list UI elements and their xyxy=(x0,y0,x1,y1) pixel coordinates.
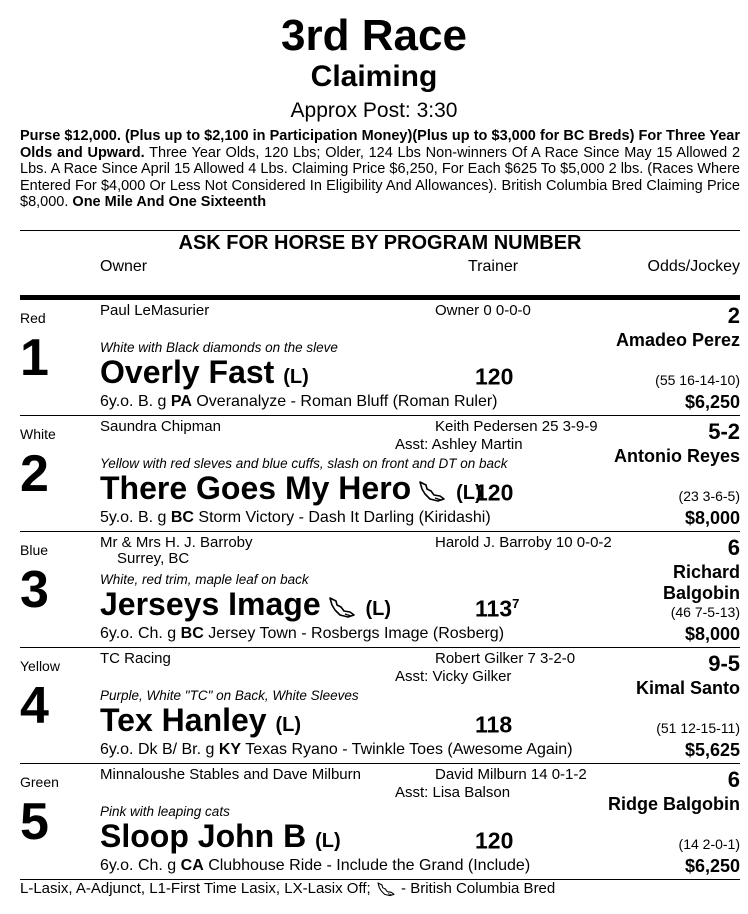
horse-name: There Goes My Hero xyxy=(100,470,412,506)
age-sex: 6y.o. Ch. g xyxy=(100,857,181,874)
bred-state: PA xyxy=(170,393,192,410)
jockey-stats: (55 16-14-10) xyxy=(655,372,740,388)
silks-description: White with Black diamonds on the sleve xyxy=(100,340,338,355)
weight-value: 113 xyxy=(475,595,513,622)
morning-line-odds: 9-5 xyxy=(708,651,740,676)
ask-by-number-banner: ASK FOR HORSE BY PROGRAM NUMBER xyxy=(20,230,740,254)
race-title: 3rd Race xyxy=(281,11,467,60)
owner-location: Surrey, BC xyxy=(117,550,190,567)
trainer-info: David Milburn 14 0-1-2 xyxy=(435,766,587,783)
weight-value: 120 xyxy=(475,479,514,506)
owner-name: TC Racing xyxy=(100,650,171,667)
odds-jockey-column-header: Odds/Jockey xyxy=(647,258,740,275)
legend-bc-text: - British Columbia Bred xyxy=(396,880,556,897)
silks-description: White, red trim, maple leaf on back xyxy=(100,572,309,587)
pedigree-line xyxy=(100,740,573,759)
race-type: Claiming xyxy=(310,60,438,93)
saddle-cloth-color: Blue xyxy=(20,542,49,558)
medication-code: (L) xyxy=(315,830,341,852)
conditions-text: Three Year Olds, 120 Lbs; Older, 124 Lbs Non-winners Of A Race Since May 15 Allowed 2 Lbs. A Race Since April 15 Allowed 4 Lbs. Claiming Price $6,250, For Each $625 To $5,000 2 lbs. (Races Where Entered For $4,000 Or Less Not Considered In Eligibility And Allowances). British Columbia Bred Claiming Price $8,000. xyxy=(20,144,741,210)
horse-name-line xyxy=(100,586,391,627)
pedigree-line xyxy=(100,392,498,411)
owner-name: Mr & Mrs H. J. Barroby xyxy=(100,534,253,551)
age-sex: 6y.o. Ch. g xyxy=(100,625,181,642)
entry-row xyxy=(20,532,740,648)
jockey-stats: (14 2-0-1) xyxy=(678,836,740,852)
saddle-cloth-color: Red xyxy=(20,310,46,326)
age-sex: 6y.o. Dk B/ Br. g xyxy=(100,741,219,758)
medication-code: (L) xyxy=(283,366,309,388)
bred-state: CA xyxy=(180,857,204,874)
horse-name: Jerseys Image xyxy=(100,586,321,622)
weight-value: 120 xyxy=(475,827,514,854)
conditions-distance: One Mile And One Sixteenth xyxy=(72,194,267,210)
entry-row xyxy=(20,648,740,764)
jockey-name: Ridge Balgobin xyxy=(608,794,740,814)
age-sex: 6y.o. B. g xyxy=(100,393,171,410)
sire-dam: Storm Victory - Dash It Darling (Kiridashi) xyxy=(193,509,491,526)
horse-name: Sloop John B xyxy=(100,818,307,854)
sire-dam: Overanalyze - Roman Bluff (Roman Ruler) xyxy=(191,393,498,410)
assigned-weight xyxy=(475,707,512,738)
horse-name: Tex Hanley xyxy=(100,702,267,738)
apprentice-allowance: 7 xyxy=(512,596,520,611)
assistant-trainer: Asst: Vicky Gilker xyxy=(395,668,512,685)
horse-name-line xyxy=(100,818,341,859)
horse-name-line xyxy=(100,470,482,511)
race-conditions xyxy=(20,128,740,211)
post-time: Approx Post: 3:30 xyxy=(290,99,458,122)
weight-value: 120 xyxy=(475,363,514,390)
british-columbia-map-icon xyxy=(327,595,357,619)
jockey-name: Kimal Santo xyxy=(635,678,740,698)
medication-code: (L) xyxy=(365,598,392,620)
jockey-name: Antonio Reyes xyxy=(613,446,740,466)
jockey-stats: (23 3-6-5) xyxy=(678,488,740,504)
medication-legend xyxy=(20,880,555,897)
trainer-info: Owner 0 0-0-0 xyxy=(435,302,531,319)
entry-row xyxy=(20,764,740,880)
owner-name: Paul LeMasurier xyxy=(100,302,210,319)
jockey-stats: (46 7-5-13) xyxy=(670,604,740,620)
horse-name: Overly Fast xyxy=(100,354,275,390)
program-number: 5 xyxy=(20,793,49,851)
saddle-cloth-color: White xyxy=(20,426,56,442)
claiming-price: $6,250 xyxy=(684,392,740,412)
claiming-price: $8,000 xyxy=(684,624,740,644)
claiming-price: $8,000 xyxy=(684,508,740,528)
british-columbia-map-icon xyxy=(417,479,447,503)
program-number: 1 xyxy=(20,329,49,387)
silks-description: Purple, White "TC" on Back, White Sleeves xyxy=(100,688,359,703)
assistant-trainer: Asst: Ashley Martin xyxy=(395,436,523,453)
assigned-weight xyxy=(475,823,513,854)
british-columbia-map-icon xyxy=(375,881,397,897)
assigned-weight xyxy=(475,475,513,506)
saddle-cloth-color: Yellow xyxy=(20,658,60,674)
assigned-weight xyxy=(475,591,519,622)
legend-text: L-Lasix, A-Adjunct, L1-First Time Lasix, LX-Lasix Off; xyxy=(20,880,375,897)
jockey-name: Richard Balgobin xyxy=(663,562,740,603)
owner-name: Minnaloushe Stables and Dave Milburn xyxy=(100,766,361,783)
silks-description: Pink with leaping cats xyxy=(100,804,230,819)
bred-state: BC xyxy=(180,625,204,642)
pedigree-line xyxy=(100,624,504,643)
sire-dam: Texas Ryano - Twinkle Toes (Awesome Again) xyxy=(241,741,573,758)
sire-dam: Jersey Town - Rosbergs Image (Rosberg) xyxy=(203,625,505,642)
entry-row xyxy=(20,416,740,532)
trainer-column-header: Trainer xyxy=(468,258,519,275)
saddle-cloth-color: Green xyxy=(20,774,59,790)
medication-code: (L) xyxy=(456,482,482,504)
entry-row xyxy=(20,300,740,416)
trainer-info: Robert Gilker 7 3-2-0 xyxy=(435,650,576,667)
conditions-bold-1: Purse $12,000. (Plus up to $2,100 in Participation Money)(Plus up to $3,000 for BC Breds) For Three Year Olds and Upward. xyxy=(20,128,740,161)
pedigree-line xyxy=(100,508,491,527)
horse-name-line xyxy=(100,354,309,395)
morning-line-odds: 2 xyxy=(727,303,740,328)
claiming-price: $5,625 xyxy=(684,740,740,760)
owner-name: Saundra Chipman xyxy=(100,418,221,435)
silks-description: Yellow with red sleves and blue cuffs, slash on front and DT on back xyxy=(100,456,508,471)
program-number: 4 xyxy=(20,677,49,735)
program-number: 2 xyxy=(20,445,49,503)
assigned-weight xyxy=(475,359,513,390)
owner-column-header: Owner xyxy=(100,258,148,275)
horse-name-line xyxy=(100,702,301,743)
jockey-name: Amadeo Perez xyxy=(615,330,740,350)
claiming-price: $6,250 xyxy=(684,856,740,876)
morning-line-odds: 6 xyxy=(727,767,740,792)
program-number: 3 xyxy=(20,561,49,619)
assistant-trainer: Asst: Lisa Balson xyxy=(395,784,511,801)
weight-value: 118 xyxy=(475,711,513,738)
trainer-info: Harold J. Barroby 10 0-0-2 xyxy=(435,534,612,551)
sire-dam: Clubhouse Ride - Include the Grand (Include) xyxy=(203,857,531,874)
trainer-info: Keith Pedersen 25 3-9-9 xyxy=(435,418,598,435)
bred-state: BC xyxy=(170,509,194,526)
morning-line-odds: 6 xyxy=(727,535,740,560)
morning-line-odds: 5-2 xyxy=(708,419,740,444)
bred-state: KY xyxy=(218,741,242,758)
pedigree-line xyxy=(100,856,530,875)
medication-code: (L) xyxy=(275,714,302,736)
jockey-stats: (51 12-15-11) xyxy=(656,720,740,736)
age-sex: 5y.o. B. g xyxy=(100,509,171,526)
